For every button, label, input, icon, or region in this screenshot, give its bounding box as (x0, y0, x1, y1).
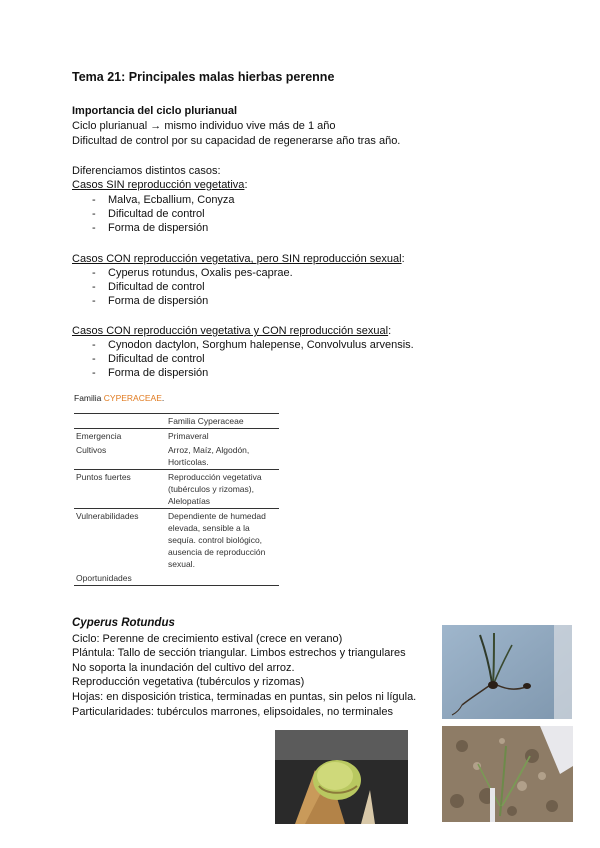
casos-intro: Diferenciamos distintos casos: (72, 165, 221, 177)
list-item (92, 207, 205, 222)
list-item-text: Cynodon dactylon, Sorghum halepense, Convolvulus arvensis. (108, 339, 414, 351)
bullet-dash-icon: - (92, 222, 96, 234)
cyperus-line-1: Ciclo: Perenne de crecimiento estival (crece en verano) (72, 633, 343, 645)
cyperus-heading: Cyperus Rotundus (72, 617, 175, 629)
table-value: Arroz, Maíz, Algodón, Hortícolas. (168, 445, 250, 467)
bullet-dash-icon: - (92, 194, 96, 206)
bullet-dash-icon: - (92, 353, 96, 365)
photo-plant-tubers (442, 625, 572, 719)
group-heading-colon: : (388, 325, 392, 337)
table-row (74, 443, 279, 470)
table-label: Emergencia (76, 431, 122, 441)
list-item-text: Dificultad de control (108, 281, 205, 293)
list-item-text: Forma de dispersión (108, 367, 209, 379)
page-title: Tema 21: Principales malas hierbas perenne (72, 70, 335, 84)
group-heading-3 (72, 324, 391, 339)
importancia-line-2: Dificultad de control por su capacidad de regenerarse año tras año. (72, 135, 401, 147)
group-heading-text: Casos SIN reproducción vegetativa (72, 179, 245, 191)
cyperus-line-6: Particularidades: tubérculos marrones, elipsoidales, no terminales (72, 706, 393, 718)
bullet-dash-icon: - (92, 295, 96, 307)
list-item-text: Cyperus rotundus, Oxalis pes-caprae. (108, 267, 293, 279)
importancia-line-1: Ciclo plurianual → mismo individuo vive más de 1 año (72, 120, 336, 132)
table-label: Cultivos (76, 445, 107, 455)
table-value: Primaveral (168, 431, 209, 441)
bullet-dash-icon: - (92, 267, 96, 279)
bullet-dash-icon: - (92, 208, 96, 220)
table-header-empty (74, 414, 166, 429)
list-item-text: Dificultad de control (108, 353, 205, 365)
cyperus-line-3: No soporta la inundación del cultivo del arroz. (72, 662, 295, 674)
group-heading-2 (72, 252, 405, 267)
list-item-text: Forma de dispersión (108, 222, 209, 234)
family-table (74, 413, 279, 586)
table-header: Familia Cyperaceae (166, 414, 279, 429)
table-label: Puntos fuertes (74, 470, 166, 509)
list-item (92, 193, 235, 208)
list-item (92, 266, 293, 281)
table-row (74, 509, 279, 572)
section-heading-importancia: Importancia del ciclo plurianual (72, 105, 238, 117)
table-row (74, 429, 279, 444)
list-item-text: Forma de dispersión (108, 295, 209, 307)
cyperus-line-5: Hojas: en disposición tristica, terminadas en puntas, sin pelos ni lígula. (72, 691, 417, 703)
table-header-row (74, 414, 279, 429)
group-heading-text: Casos CON reproducción vegetativa y CON reproducción sexual (72, 325, 389, 337)
list-item-text: Malva, Ecballium, Conyza (108, 194, 235, 206)
list-item (92, 338, 414, 353)
list-item (92, 366, 208, 381)
family-caption (74, 393, 164, 403)
cyperus-line-4: Reproducción vegetativa (tubérculos y rizomas) (72, 676, 305, 688)
list-item-text: Dificultad de control (108, 208, 205, 220)
group-heading-text: Casos CON reproducción vegetativa, pero SIN reproducción sexual (72, 253, 402, 265)
bullet-dash-icon: - (92, 367, 96, 379)
bullet-dash-icon: - (92, 339, 96, 351)
family-caption-suffix: . (161, 393, 165, 403)
table-value: Dependiente de humedad elevada, sensible a la sequía. control biológico, ausencia de reproducción sexual. (166, 509, 279, 572)
table-row (74, 571, 279, 586)
group-heading-colon: : (401, 253, 405, 265)
bullet-dash-icon: - (92, 281, 96, 293)
family-caption-name: CYPERACEAE (103, 393, 162, 403)
group-heading-1 (72, 178, 248, 193)
photo-tuber-sprout (275, 730, 408, 824)
list-item (92, 221, 208, 236)
family-caption-prefix: Familia (74, 393, 104, 403)
photo-seedling-soil (442, 726, 573, 822)
list-item (92, 352, 205, 367)
cyperus-line-2: Plántula: Tallo de sección triangular. Limbos estrechos y triangulares (72, 647, 406, 659)
table-row (74, 470, 279, 509)
table-value (166, 571, 279, 586)
table-value: Reproducción vegetativa (tubérculos y rizomas), Alelopatías (166, 470, 279, 509)
table-label: Vulnerabilidades (74, 509, 166, 572)
table-label: Oportunidades (74, 571, 166, 586)
list-item (92, 294, 208, 309)
list-item (92, 280, 205, 295)
group-heading-colon: : (244, 179, 248, 191)
